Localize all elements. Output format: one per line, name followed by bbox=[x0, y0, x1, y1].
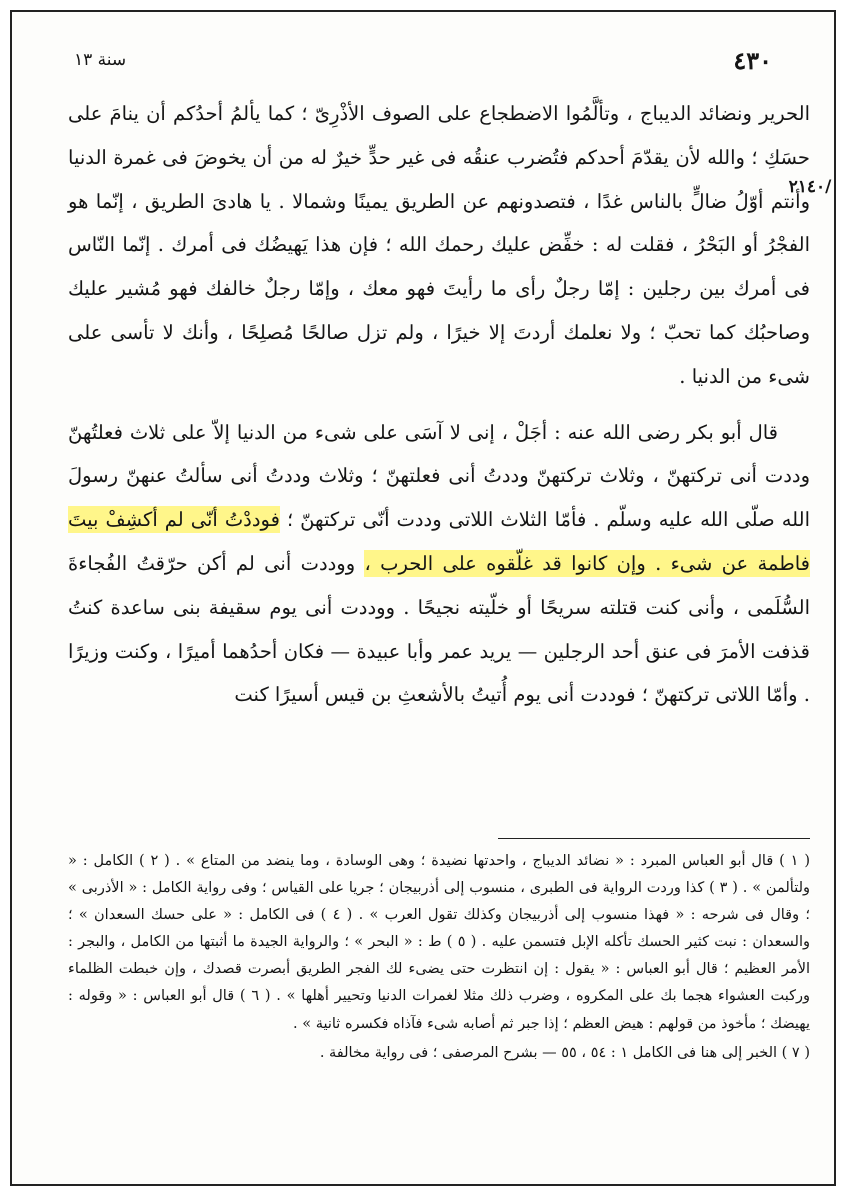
main-text bbox=[68, 92, 810, 717]
paragraph bbox=[68, 411, 810, 718]
paragraph: الحرير ونضائد الديباج ، وتألَّمُوا الاضطجاع على الصوف الأذْرِىّ ؛ كما يألمُ أحدُكم أن ينامَ على حسَكِ ؛ والله لأن يقدّمَ أحدكم فتُضرب عنقُه فى غير حدٍّ خيرٌ له من أن يخوضَ فى غمرة الدنيا وأنتم أوّلُ ضالٍّ بالناس غدًا ، فتصدونهم عن الطريق يمينًا وشمالا . يا هادىَ الطريق ، إنّما هو الفجْرُ أو البَحْرُ ، فقلت له : خفِّض عليك رحمك الله ؛ فإن هذا يَهيضُك فى أمرك . إنّما النّاس فى أمرك بين رجلين : إمّا رجلٌ رأى ما رأيتَ فهو معك ، وإمّا رجلٌ خالفك فهو مُشير عليك وصاحبُك كما تحبّ ؛ ولا نعلمك أردتَ إلا خيرًا ، ولم تزل صالحًا مُصلِحًا ، وأنك لا تأسى على شىء من الدنيا . bbox=[68, 102, 810, 388]
page-header bbox=[74, 46, 772, 80]
footnote-text: ( ١ ) قال أبو العباس المبرد : « نضائد الديباج ، واحدتها نضيدة ؛ وهى الوسادة ، وما ينضد من المتاع » . ( ٢ ) الكامل : « ولتألمن » . ( ٣ ) كذا وردت الرواية فى الطبرى ، منسوب إلى أذربيجان ؛ جريا على القياس ؛ وفى رواية الكامل : « الأذربى » ؛ وقال فى شرحه : « فهذا منسوب إلى أذربيجان وكذلك تقول العرب » . ( ٤ ) فى الكامل : « على حسك السعدان » ؛ والسعدان : نبت كثير الحسك تأكله الإبل فتسمن عليه . ( ٥ ) ط : « البحر » ؛ والرواية الجيدة ما أثبتها من الكامل ، والبجر : الأمر العظيم ؛ قال أبو العباس : « يقول : إن انتظرت حتى يضىء لك الفجر الطريق أبصرت قصدك ، وإن خبطت الظلماء وركبت العشواء هجما بك على المكروه ، وضرب ذلك مثلا لغمرات الدنيا وتحيير أهلها » . ( ٦ ) قال أبو العباس : « وقوله : يهيضك ؛ مأخوذ من قولهم : هيض العظم ؛ إذا جبر ثم أصابه شىء فآذاه فكسره ثانية » . bbox=[68, 853, 810, 1032]
page-number: ٤٣٠ bbox=[733, 46, 772, 75]
paragraph-text: قال أبو بكر رضى الله عنه : أجَلْ ، إنى لا آسَى على شىء من الدنيا إلاّ على ثلاث فعلتُهنّ وددت أنى تركتهنّ ، وثلاث تركتهنّ وددتُ أنى فعلتهنّ ؛ وثلاث وددتُ أنى سألتُ عنهنّ رسولَ الله صلّى الله عليه وسلّم . فأمّا الثلاث اللاتى وددت أنّى تركتهنّ ؛ bbox=[68, 420, 810, 532]
footnote-divider bbox=[498, 838, 810, 839]
highlighted-text: فوددْتُ أنّى لم أكشِفْ بيتَ فاطمة عن شىء . وإن كانوا قد غلّقوه على الحرب ، bbox=[68, 508, 810, 575]
book-page bbox=[10, 10, 836, 1186]
margin-reference-number: ٢١٤٠/ bbox=[788, 177, 832, 197]
paragraph-text: ووددت أنى لم أكن حرّقتُ الفُجاءةَ السُّلَمى ، وأنى كنت قتلته سريحًا أو خلّيته نجيحًا . ووددت أنى يوم سقيفة بنى ساعدة كنتُ قذفت الأمرَ فى عنق أحد الرجلين — يريد عمر وأبا عبيدة — فكان أحدُهما أميرًا ، وكنت وزيرًا . وأمّا اللاتى تركتهنّ ؛ فوددت أنى يوم أُتيتُ بالأشعثِ بن قيس أسيرًا كنت bbox=[68, 551, 810, 707]
year-label: سنة ١٣ bbox=[74, 50, 127, 70]
footnote-text: ( ٧ ) الخبر إلى هنا فى الكامل ١ : ٥٤ ، ٥٥ — بشرح المرصفى ؛ فى رواية مخالفة . bbox=[319, 1044, 810, 1061]
footnotes bbox=[68, 848, 810, 1067]
